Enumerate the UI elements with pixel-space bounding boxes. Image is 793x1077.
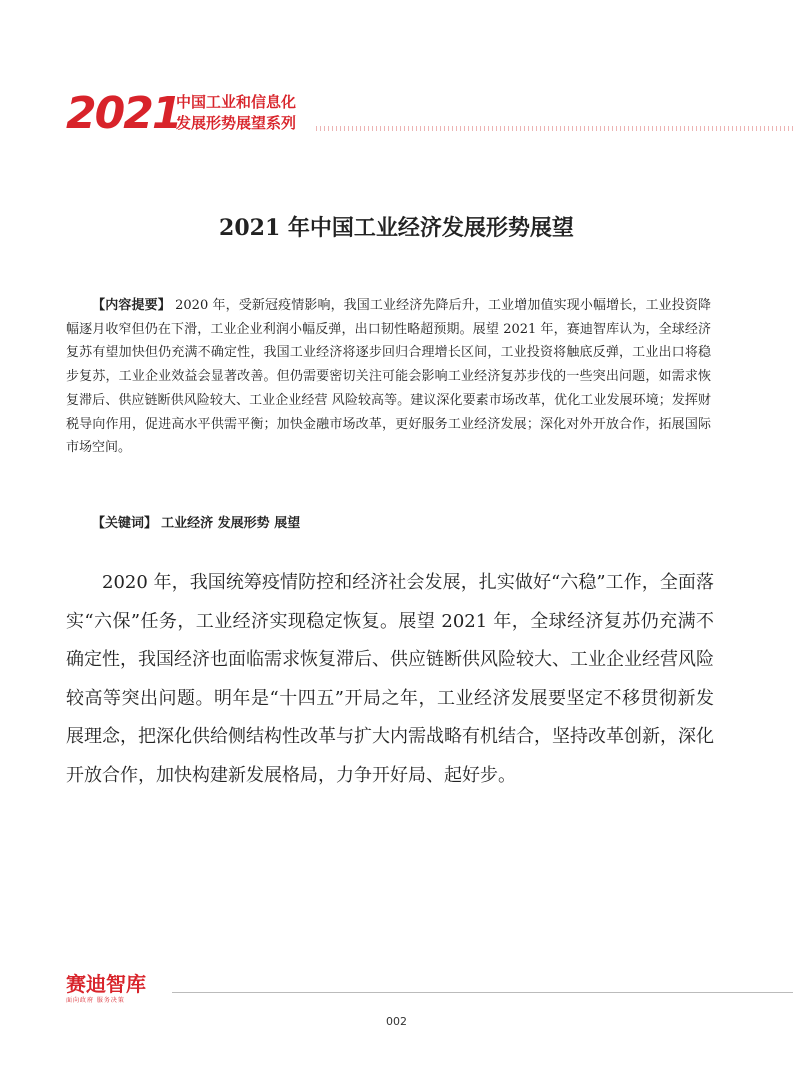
page-number: 002: [386, 1015, 407, 1028]
footer-divider: [172, 992, 793, 993]
body-paragraph: 2020 年，我国统筹疫情防控和经济社会发展，扎实做好“六稳”工作，全面落实“六保”任务，工业经济实现稳定恢复。展望 2021 年，全球经济复苏仍充满不确定性，我国经济也面临需求恢复滞后、供应链断供风险较大、工业企业经营风险较高等突出问题。明年是“十四五”开局之年，工业经济发展要坚定不移贯彻新发展理念，把深化供给侧结构性改革与扩大内需战略有机结合，坚持改革创新，深化开放合作，加快构建新发展格局，力争开好局、起好步。: [66, 572, 714, 786]
abstract-paragraph: [66, 294, 711, 460]
year-logo: 2021: [66, 88, 181, 139]
page-header: [66, 88, 793, 139]
keywords-text: 工业经济 发展形势 展望: [161, 516, 301, 531]
footer-logo: [66, 972, 146, 1005]
series-title-line2: 发展形势展望系列: [176, 114, 297, 132]
footer-brand: 赛迪智库: [66, 972, 146, 996]
keywords-line: [92, 512, 712, 536]
keywords-label: 【关键词】: [92, 516, 158, 531]
header-stripe-divider: [316, 126, 793, 131]
document-title: 2021 年中国工业经济发展形势展望: [219, 215, 574, 241]
abstract-text: 2020 年，受新冠疫情影响，我国工业经济先降后升，工业增加值实现小幅增长，工业投资降幅逐月收窄但仍在下滑，工业企业利润小幅反弹，出口韧性略超预期。展望 2021 年，赛迪智库认为，全球经济复苏有望加快但仍充满不确定性，我国工业经济将逐步回归合理增长区间，工业投资将触底反弹，工业出口将稳步复苏，工业企业效益会显著改善。但仍需要密切关注可能会影响工业经济复苏步伐的一些突出问题，如需求恢复滞后、供应链断供风险较大、工业企业经营 风险较高等。建议深化要素市场改革，优化工业发展环境；发挥财税导向作用，促进高水平供需平衡；加快金融市场改革，更好服务工业经济发展；深化对外开放合作，拓展国际市场空间。: [66, 298, 711, 456]
series-title-line1: 中国工业和信息化: [176, 93, 297, 111]
series-title: [176, 92, 296, 134]
footer-tagline: 面向政府 服务决策: [66, 997, 125, 1004]
abstract-label: 【内容提要】: [92, 298, 171, 313]
